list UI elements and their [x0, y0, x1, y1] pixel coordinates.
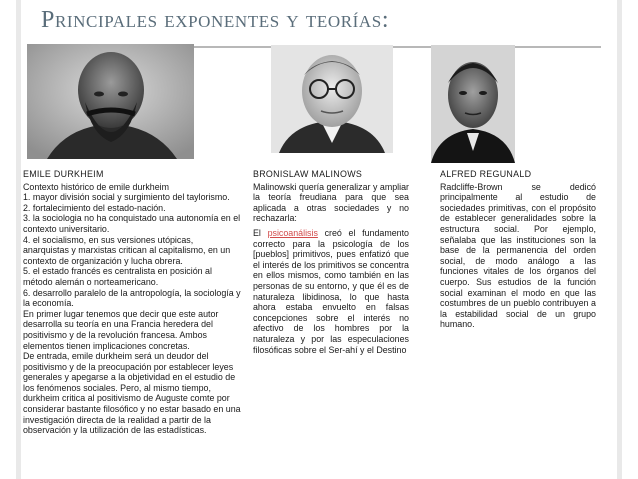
- malinowski-paragraph-1: Malinowski quería generalizar y ampliar la teoría freudiana para que sea aplicada a otras sociedades y no rechazarla:: [253, 181, 409, 224]
- right-accent-bar: [617, 0, 622, 479]
- radcliffe-brown-photo: [431, 45, 515, 163]
- durkheim-line: 5. el estado francés es centralista en posición al método alemán o norteamericano.: [23, 266, 212, 287]
- radcliffe-brown-column: [440, 169, 596, 330]
- durkheim-line: 6. desarrollo paralelo de la antropología, la sociología y la economía.: [23, 287, 241, 309]
- malinowski-photo: [271, 45, 393, 153]
- durkheim-name: EMILE DURKHEIM: [23, 169, 104, 179]
- malinowski-paragraph-2: [253, 228, 409, 355]
- psicoanalisis-link[interactable]: psicoanálisis: [267, 227, 318, 238]
- durkheim-line: 2. fortalecimiento del estado-nación.: [23, 202, 166, 213]
- malinowski-name: BRONISLAW MALINOWS: [253, 169, 363, 179]
- slide-title: Principales exponentes y teorías:: [41, 7, 390, 33]
- durkheim-line: 4. el socialismo, en sus versiones utópicas, anarquistas y marxistas critican al capitalismo, en un contexto de organización y lucha obrera.: [23, 234, 231, 266]
- malinowski-paragraph-2-start: El: [253, 227, 268, 238]
- durkheim-line: De entrada, emile durkheim será un deudor del positivismo y de la preocupación por establecer leyes generales y apegarse a la objetividad en el estudio de los fenómenos sociales. Pero, al mismo tiempo, durkheim critica al positivismo de Auguste comte por considerar bastante filosófico y no estar basado en una investigación directa de la realidad a partir de la observación y la utilización de las estadísticas.: [23, 351, 241, 436]
- regunald-paragraph: Radcliffe-Brown se dedicó principalmente al estudio de sociedades primitivas, con el propósito de establecer generalidades sobre la estructura social. Por ejemplo, señalaba que las instituciones son la base de la permanencia del orden social, de modo análogo a las funciones vitales de los órganos del cuerpo. Sus estudios de la función social examinan el modo en que las costumbres de un pueblo contribuyen a la estabilidad social de un grupo humano.: [440, 181, 596, 330]
- durkheim-line: 1. mayor división social y surgimiento del taylorismo.: [23, 192, 230, 203]
- durkheim-column: [23, 169, 241, 436]
- malinowski-column: [253, 169, 409, 355]
- durkheim-line: En primer lugar tenemos que decir que este autor desarrolla su teoría en una Francia heredera del positivismo y de la revolución francesa. Ambos elementos tienen implicaciones concretas.: [23, 308, 219, 351]
- durkheim-photo: [27, 44, 194, 159]
- left-accent-bar: [16, 0, 21, 479]
- durkheim-line: 3. la sociologia no ha conquistado una autonomía en el contexto universitario.: [23, 213, 241, 234]
- durkheim-line: Contexto histórico de emile durkheim: [23, 181, 170, 192]
- malinowski-paragraph-2-rest: creó el fundamento correcto para la psicología de los [pueblos] primitivos, pues enfatizó que el interés de los primitivos se concentra en ellos mismos, como también en las personas de su entorno, y que él es de naturaleza libidinosa, lo que hasta ahora estaba envuelto en falsas concepciones sobre el interés no afectivo de los hombres por la naturaleza y por las especulaciones filosóficas sobre el Ser-ahí y el Destino: [253, 227, 409, 355]
- regunald-name: ALFRED REGUNALD: [440, 169, 532, 179]
